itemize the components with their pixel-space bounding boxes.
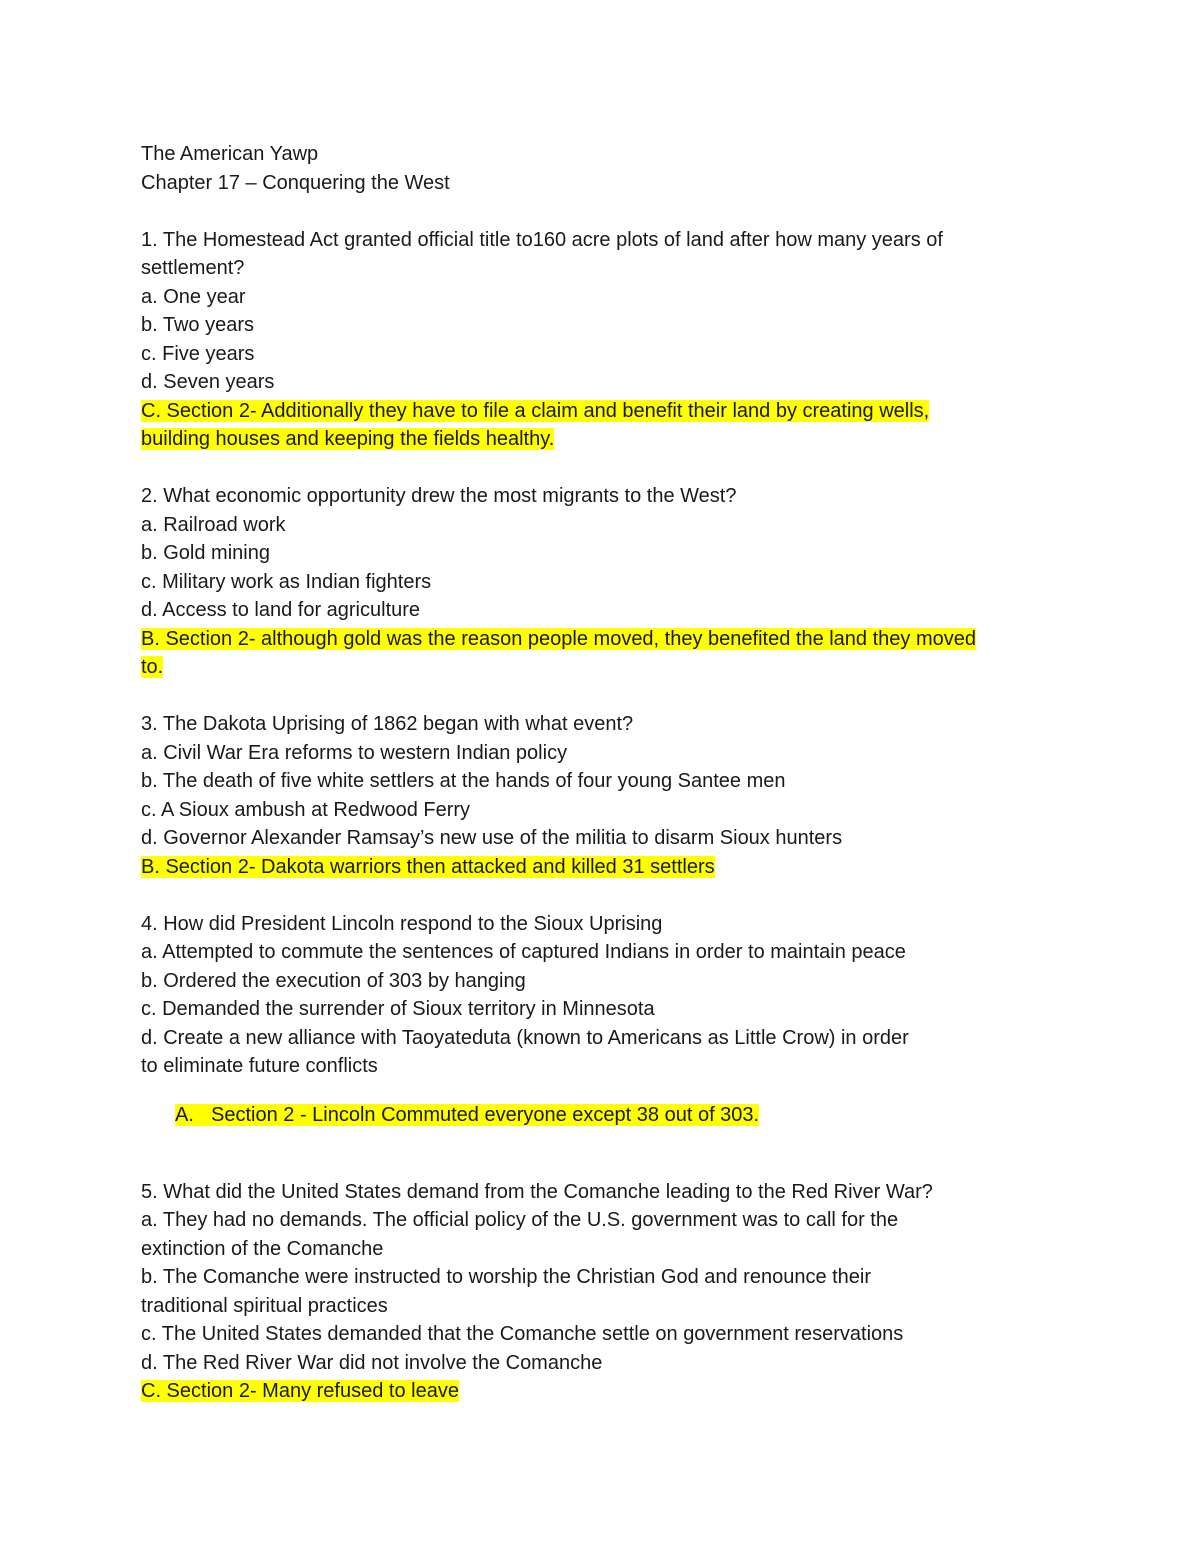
answer-line-continued — [141, 653, 1061, 682]
document-page — [141, 140, 1061, 1406]
question-text: 2. What economic opportunity drew the most migrants to the West? — [141, 485, 737, 507]
option-b: b. Ordered the execution of 303 by hanging — [141, 969, 526, 992]
answer-text: Section 2 - Lincoln Commuted everyone except 38 out of 303. — [211, 1103, 760, 1126]
question-4 — [141, 910, 1061, 1130]
spacer — [141, 454, 1061, 483]
answer-highlight: C. Section 2- Additionally they have to file a claim and benefit their land by creating wells, — [141, 399, 930, 422]
answer-highlight: C. Section 2- Many refused to leave — [141, 1380, 459, 1402]
answer-line — [141, 625, 1061, 654]
option-a: a. They had no demands. The official policy of the U.S. government was to call for the — [141, 1209, 899, 1231]
option-c: c. Five years — [141, 342, 255, 365]
option-b: b. Gold mining — [141, 542, 270, 564]
answer-highlight: B. Section 2- although gold was the reason people moved, they benefited the land they moved — [141, 627, 976, 650]
answer-highlight: B. Section 2- Dakota warriors then attacked and killed 31 settlers — [141, 855, 715, 878]
option-d: d. Create a new alliance with Taoyateduta (known to Americans as Little Crow) in order — [141, 1026, 909, 1049]
chapter-heading: Chapter 17 – Conquering the West — [141, 171, 450, 194]
option-d-continued: to eliminate future conflicts — [141, 1055, 378, 1077]
option-b: b. The death of five white settlers at the hands of four young Santee men — [141, 770, 786, 792]
option-a-continued: extinction of the Comanche — [141, 1237, 384, 1260]
option-a: a. Attempted to commute the sentences of captured Indians in order to maintain peace — [141, 941, 906, 963]
question-3 — [141, 710, 1061, 881]
question-2 — [141, 482, 1061, 682]
answer-line — [141, 1377, 1061, 1406]
answer-highlight: building houses and keeping the fields healthy. — [141, 428, 555, 450]
spacer — [141, 197, 1061, 226]
option-d: d. Access to land for agriculture — [141, 599, 421, 621]
option-b-continued: traditional spiritual practices — [141, 1294, 388, 1317]
option-c: c. Military work as Indian fighters — [141, 570, 432, 593]
question-text: 3. The Dakota Uprising of 1862 began with what event? — [141, 713, 634, 735]
document-title: The American Yawp — [141, 143, 319, 165]
option-c: c. The United States demanded that the Comanche settle on government reservations — [141, 1323, 904, 1345]
option-b: b. The Comanche were instructed to worship the Christian God and renounce their — [141, 1266, 872, 1288]
question-5 — [141, 1178, 1061, 1406]
option-c: c. Demanded the surrender of Sioux territory in Minnesota — [141, 998, 655, 1020]
spacer — [141, 881, 1061, 910]
question-text: 5. What did the United States demand from the Comanche leading to the Red River War? — [141, 1180, 933, 1203]
answer-line-continued — [141, 425, 1061, 454]
answer-line — [141, 397, 1061, 426]
answer-line — [141, 1101, 1061, 1130]
option-a: a. Railroad work — [141, 513, 286, 536]
answer-highlight: to. — [141, 656, 164, 678]
question-1 — [141, 226, 1061, 454]
answer-highlight — [175, 1104, 759, 1126]
question-text: 4. How did President Lincoln respond to the Sioux Uprising — [141, 912, 663, 935]
option-d: d. The Red River War did not involve the Comanche — [141, 1351, 603, 1374]
spacer — [141, 1149, 1061, 1178]
option-a: a. One year — [141, 285, 246, 308]
question-text: 1. The Homestead Act granted official title to160 acre plots of land after how many years of — [141, 228, 943, 251]
spacer — [141, 682, 1061, 711]
option-d: d. Governor Alexander Ramsay’s new use of the militia to disarm Sioux hunters — [141, 827, 843, 849]
option-d: d. Seven years — [141, 371, 275, 393]
option-a: a. Civil War Era reforms to western Indian policy — [141, 741, 568, 764]
option-b: b. Two years — [141, 314, 255, 336]
answer-list-marker: A. — [175, 1103, 194, 1126]
answer-line — [141, 853, 1061, 882]
question-text-continued: settlement? — [141, 257, 245, 279]
option-c: c. A Sioux ambush at Redwood Ferry — [141, 798, 471, 821]
